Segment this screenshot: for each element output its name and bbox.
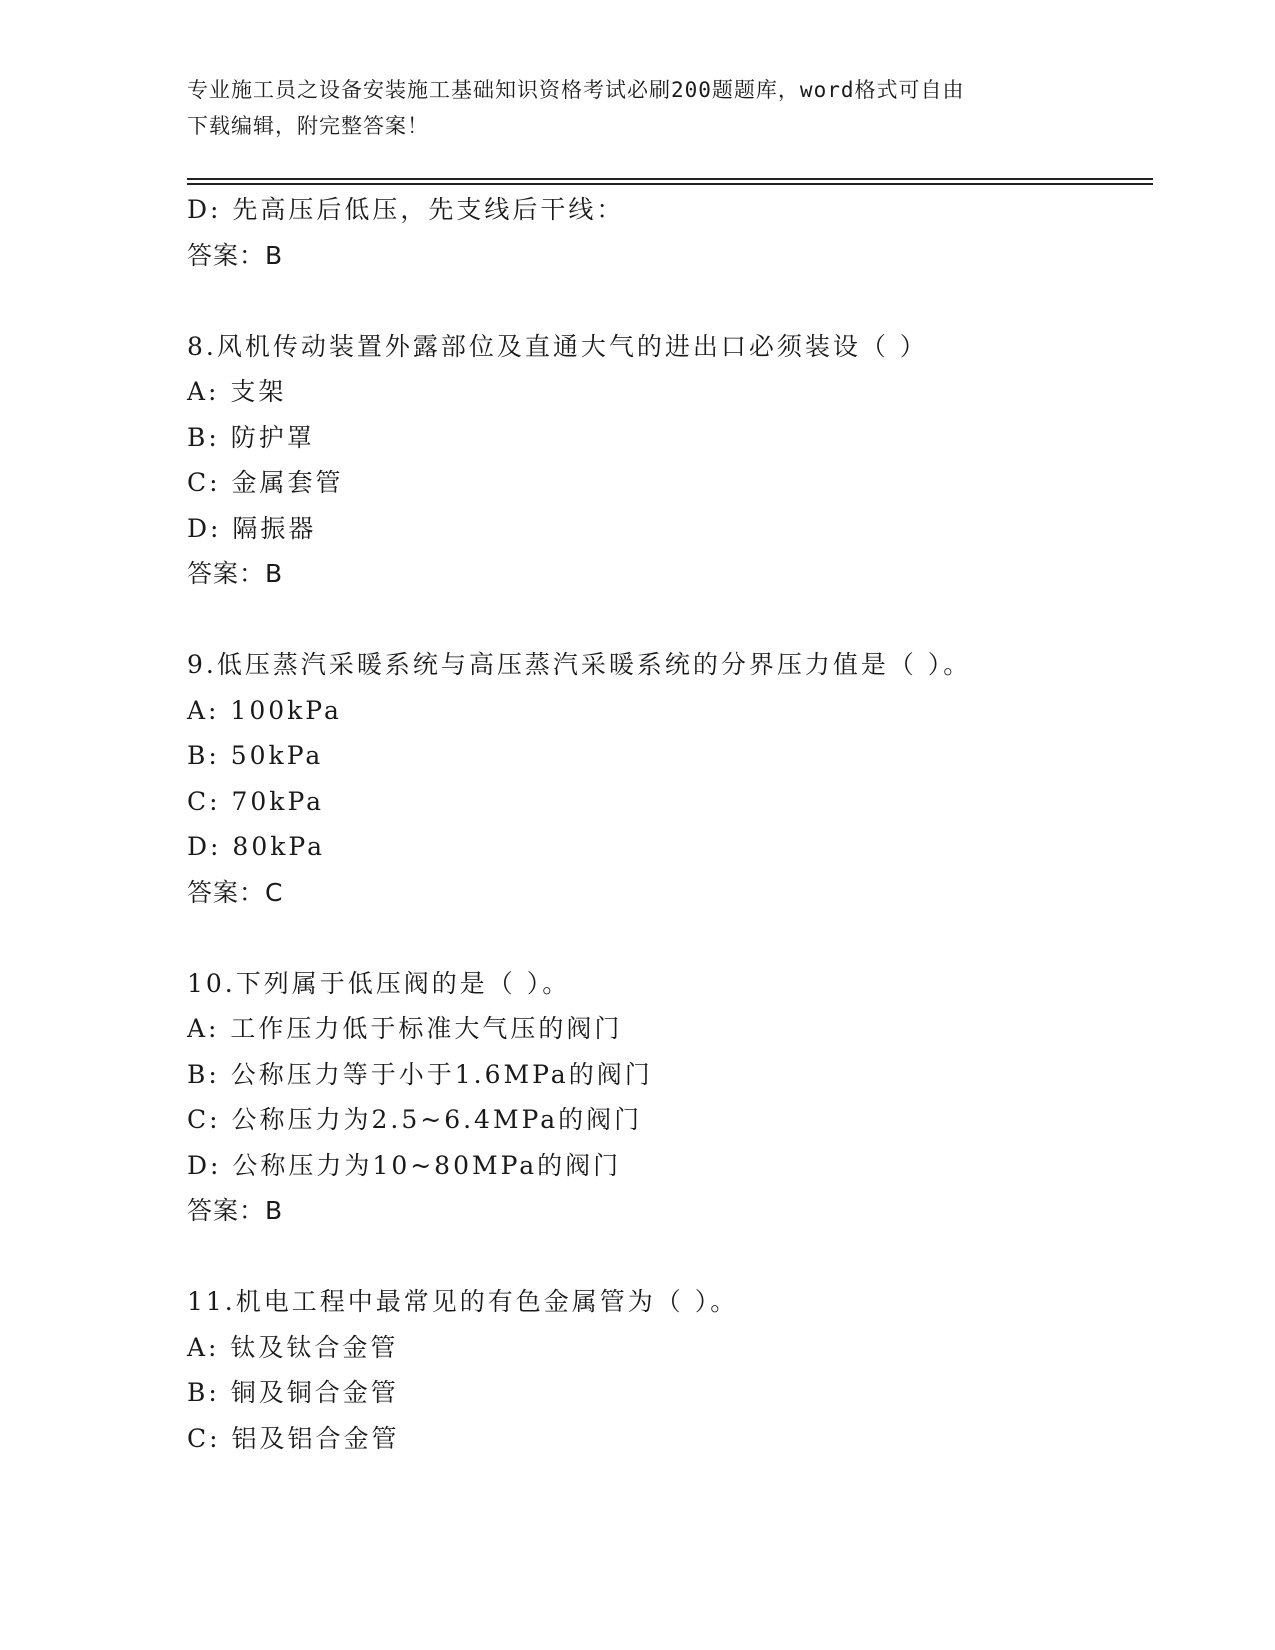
q9-option-c: C: 70kPa: [187, 786, 325, 816]
q10-option-c: C: 公称压力为2.5~6.4MPa的阀门: [187, 1105, 643, 1134]
header-divider-top: [187, 178, 1153, 180]
q10-stem: 10.下列属于低压阀的是（ ）。: [187, 968, 571, 998]
header-divider-bottom: [187, 183, 1153, 185]
q8-option-a: A: 支架: [187, 377, 287, 406]
document-header: [187, 72, 1087, 144]
question-spacer: [187, 278, 1147, 324]
q7-option-d: D: 先高压后低压，先支线后干线：: [187, 195, 625, 224]
question-spacer: [187, 1234, 1147, 1280]
q8-option-d: D: 隔振器: [187, 513, 317, 543]
header-title-line-2: 下载编辑，附完整答案！: [187, 114, 429, 138]
q10-answer: 答案：B: [187, 1196, 284, 1225]
q11-option-c: C: 铝及铝合金管: [187, 1423, 400, 1453]
q11-stem: 11.机电工程中最常见的有色金属管为（ ）。: [187, 1287, 739, 1316]
q9-option-b: B: 50kPa: [187, 741, 324, 770]
header-title-line-1: 专业施工员之设备安装施工基础知识资格考试必刷200题题库，word格式可自由: [187, 78, 965, 102]
q8-option-b: B: 防护罩: [187, 422, 315, 452]
question-list: [187, 187, 1147, 1461]
q9-stem: 9.低压蒸汽采暖系统与高压蒸汽采暖系统的分界压力值是（ ）。: [187, 650, 972, 679]
q9-option-d: D: 80kPa: [187, 832, 325, 861]
q11-option-a: A: 钛及钛合金管: [187, 1332, 399, 1362]
q10-option-b: B: 公称压力等于小于1.6MPa的阀门: [187, 1059, 653, 1089]
q11-option-b: B: 铜及铜合金管: [187, 1378, 399, 1407]
q9-answer: 答案：C: [187, 877, 284, 907]
question-spacer: [187, 915, 1147, 961]
q10-option-d: D: 公称压力为10~80MPa的阀门: [187, 1150, 622, 1180]
q8-option-c: C: 金属套管: [187, 468, 344, 497]
question-spacer: [187, 597, 1147, 643]
q9-option-a: A: 100kPa: [187, 695, 342, 725]
q7-answer: 答案：B: [187, 240, 284, 270]
q8-stem: 8.风机传动装置外露部位及直通大气的进出口必须装设（ ）: [187, 331, 928, 361]
q8-answer: 答案：B: [187, 559, 284, 588]
q10-option-a: A: 工作压力低于标准大气压的阀门: [187, 1014, 623, 1043]
